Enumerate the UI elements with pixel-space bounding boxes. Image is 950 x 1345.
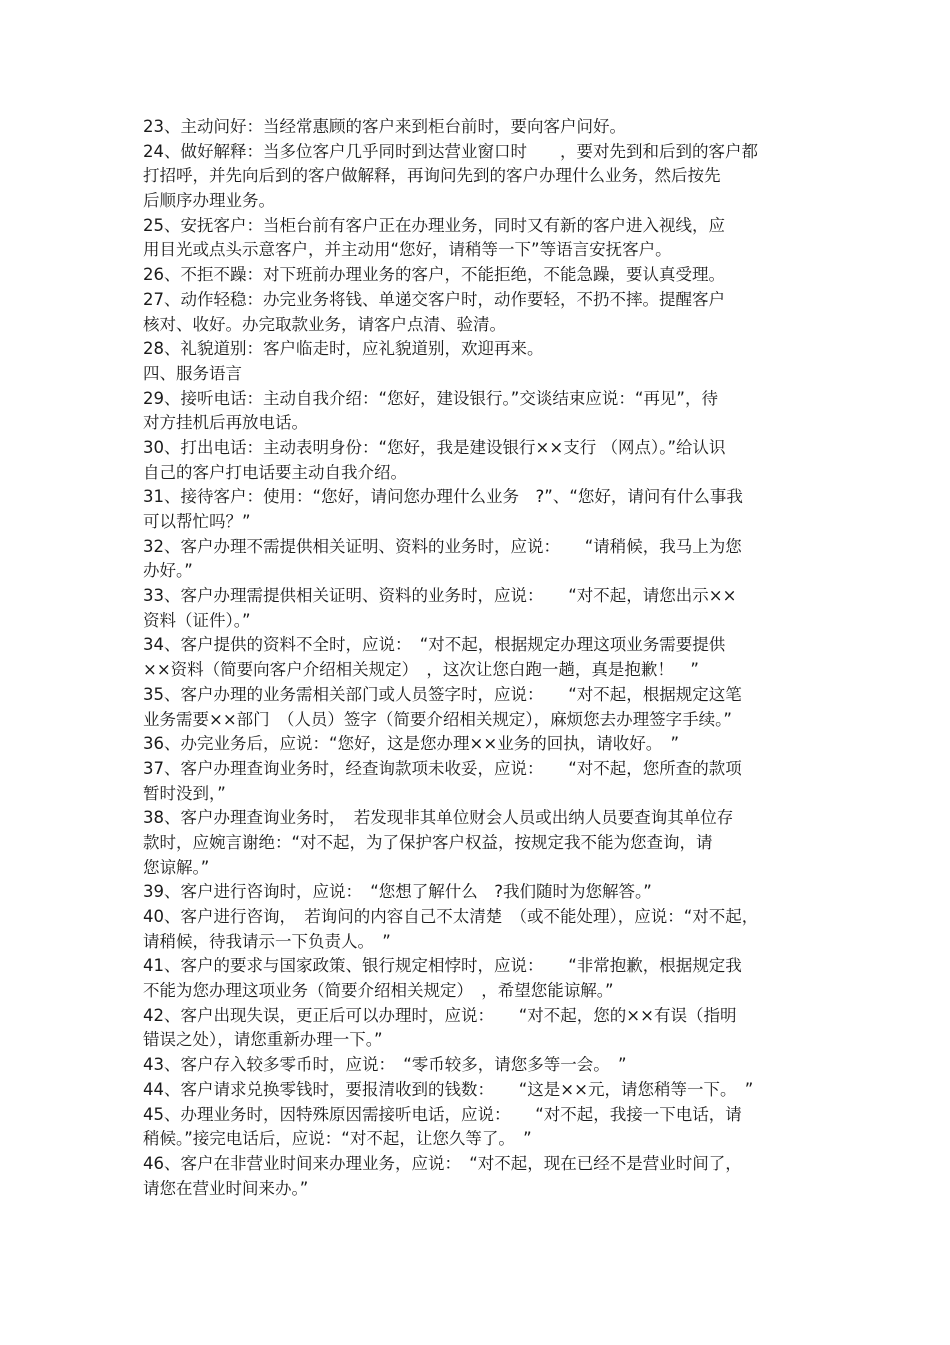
text-line: 42、客户出现失误，更正后可以办理时，应说： “对不起，您的××有误（指明 — [143, 1005, 737, 1025]
text-line: 30、打出电话：主动表明身份：“您好，我是建设银行××支行 （网点）。”给认识 — [143, 437, 726, 457]
text-line: 错误之处），请您重新办理一下。” — [143, 1030, 383, 1050]
text-line: 32、客户办理不需提供相关证明、资料的业务时，应说： “请稍候，我马上为您 — [143, 536, 742, 556]
text-line: 31、接待客户：使用：“您好，请问您办理什么业务 ?”、“您好，请问有什么事我 — [143, 487, 743, 507]
text-line: 35、客户办理的业务需相关部门或人员签字时，应说： “对不起，根据规定这笔 — [143, 684, 742, 704]
text-line: 请稍候，待我请示一下负责人。 ” — [143, 931, 391, 951]
text-line: 暂时没到，” — [143, 783, 226, 803]
text-line: 44、客户请求兑换零钱时，要报清收到的钱数： “这是××元，请您稍等一下。 ” — [143, 1079, 754, 1099]
text-line: 25、安抚客户：当柜台前有客户正在办理业务，同时又有新的客户进入视线，应 — [143, 215, 725, 235]
text-line: 45、办理业务时，因特殊原因需接听电话，应说： “对不起，我接一下电话，请 — [143, 1104, 742, 1124]
text-line: 46、客户在非营业时间来办理业务，应说： “对不起，现在已经不是营业时间了， — [143, 1153, 742, 1173]
text-line: 41、客户的要求与国家政策、银行规定相悖时，应说： “非常抱歉，根据规定我 — [143, 956, 742, 976]
text-line: 款时，应婉言谢绝：“对不起，为了保护客户权益，按规定我不能为您查询，请 — [143, 832, 713, 852]
text-line: 用目光或点头示意客户，并主动用“您好，请稍等一下”等语言安抚客户。 — [143, 240, 672, 260]
text-line: 26、不拒不躁：对下班前办理业务的客户，不能拒绝，不能急躁，要认真受理。 — [143, 265, 725, 285]
text-line: 您谅解。” — [143, 857, 210, 877]
text-line: 38、客户办理查询业务时， 若发现非其单位财会人员或出纳人员要查询其单位存 — [143, 808, 734, 828]
text-line: 29、接听电话：主动自我介绍：“您好，建设银行。”交谈结束应说：“再见”，待 — [143, 388, 718, 408]
text-line: 后顺序办理业务。 — [143, 191, 275, 211]
text-line: 请您在营业时间来办。” — [143, 1178, 309, 1198]
text-line: 打招呼，并先向后到的客户做解释，再询问先到的客户办理什么业务，然后按先 — [143, 166, 721, 186]
text-line: 28、礼貌道别：客户临走时，应礼貌道别，欢迎再来。 — [143, 339, 544, 359]
text-line: 37、客户办理查询业务时，经查询款项未收妥，应说： “对不起，您所查的款项 — [143, 758, 742, 778]
text-line: 核对、收好。办完取款业务，请客户点清、验清。 — [143, 314, 506, 334]
text-line: 43、客户存入较多零币时，应说： “零币较多，请您多等一会。 ” — [143, 1055, 627, 1075]
text-line: 40、客户进行咨询， 若询问的内容自己不太清楚 （或不能处理），应说：“对不起， — [143, 907, 759, 926]
text-line: 不能为您办理这项业务（简要介绍相关规定） ，希望您能谅解。” — [143, 981, 614, 1001]
text-line: 39、客户进行咨询时，应说： “您想了解什么 ?我们随时为您解答。” — [143, 882, 652, 902]
text-line: 33、客户办理需提供相关证明、资料的业务时，应说： “对不起，请您出示×× — [143, 586, 737, 606]
text-line: 自己的客户打电话要主动自我介绍。 — [143, 462, 407, 482]
text-line: 资料（证件）。” — [143, 610, 251, 630]
document-body — [143, 115, 813, 1201]
text-line: 可以帮忙吗？” — [143, 512, 251, 531]
text-line: 24、做好解释：当多位客户几乎同时到达营业窗口时 ，要对先到和后到的客户都 — [143, 141, 758, 161]
text-line: ××资料（简要向客户介绍相关规定） ，这次让您白跑一趟，真是抱歉！ ” — [143, 660, 699, 680]
text-line: 业务需要××部门 （人员）签字（简要介绍相关规定），麻烦您去办理签字手续。” — [143, 709, 732, 729]
text-line: 36、办完业务后，应说：“您好，这是您办理××业务的回执，请收好。 ” — [143, 734, 679, 754]
text-line: 四、服务语言 — [143, 363, 242, 383]
text-line: 34、客户提供的资料不全时，应说： “对不起，根据规定办理这项业务需要提供 — [143, 635, 726, 655]
text-line: 办好。” — [143, 561, 193, 581]
text-line: 27、动作轻稳：办完业务将钱、单递交客户时，动作要轻，不扔不摔。提醒客户 — [143, 289, 725, 309]
text-line: 稍候。”接完电话后，应说：“对不起，让您久等了。 ” — [143, 1129, 532, 1149]
text-line: 23、主动问好：当经常惠顾的客户来到柜台前时，要向客户问好。 — [143, 117, 626, 136]
text-line: 对方挂机后再放电话。 — [143, 413, 308, 433]
